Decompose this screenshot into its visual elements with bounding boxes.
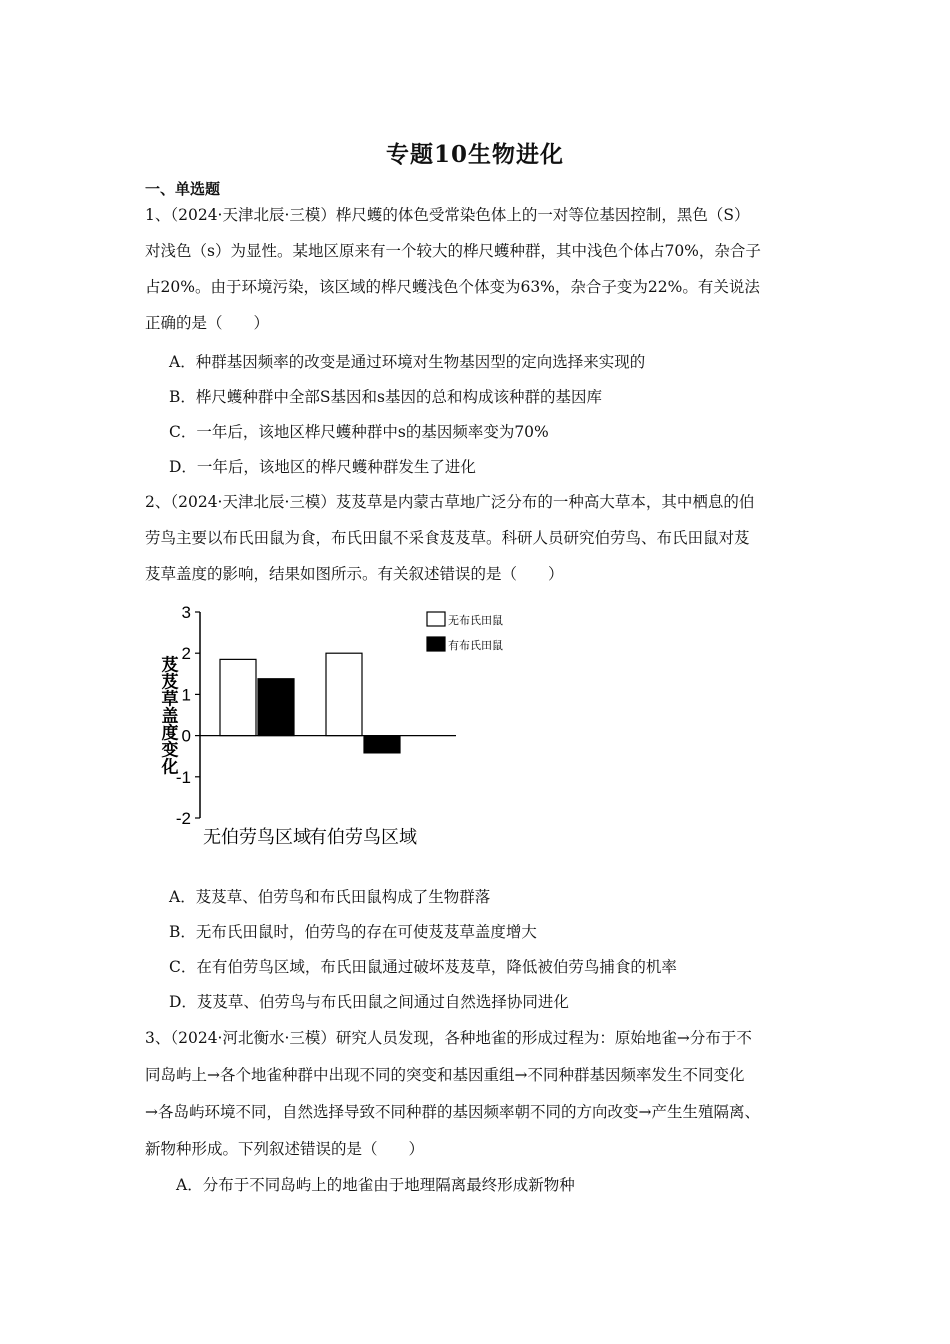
bar-without-gerbil <box>220 659 256 735</box>
bar-with-gerbil <box>364 736 400 753</box>
q2-stem-line-1: 2、（2024·天津北辰·三模）芨芨草是内蒙古草地广泛分布的一种高大草本，其中栖息的伯 <box>145 493 755 511</box>
q1-option-b: B．桦尺蠖种群中全部S基因和s基因的总和构成该种群的基因库 <box>169 388 602 406</box>
y-tick-label: 3 <box>181 603 191 622</box>
q2-stem-line-2: 劳鸟主要以布氏田鼠为食，布氏田鼠不采食芨芨草。科研人员研究伯劳鸟、布氏田鼠对芨 <box>145 529 750 547</box>
q1-stem-line-4: 正确的是（ ） <box>145 314 270 332</box>
q3-option-a: A．分布于不同岛屿上的地雀由于地理隔离最终形成新物种 <box>176 1176 575 1194</box>
legend-swatch <box>427 612 445 626</box>
section-heading: 一、单选题 <box>145 180 221 198</box>
x-category-label: 有伯劳鸟区域 <box>309 827 417 847</box>
q3-stem-line-4: 新物种形成。下列叙述错误的是（ ） <box>145 1140 425 1158</box>
y-axis-label: 芨芨草盖度变化 <box>158 655 178 775</box>
q3-stem-line-1: 3、（2024·河北衡水·三模）研究人员发现，各种地雀的形成过程为：原始地雀→分布于不 <box>145 1029 752 1047</box>
legend-label: 无布氏田鼠 <box>448 615 503 627</box>
q2-option-c: C．在有伯劳鸟区域，布氏田鼠通过破坏芨芨草，降低被伯劳鸟捕食的机率 <box>169 958 677 976</box>
x-category-label: 无伯劳鸟区域 <box>203 827 311 847</box>
bar-with-gerbil <box>258 679 294 736</box>
y-tick-label: 0 <box>181 726 191 746</box>
q3-stem-line-2: 同岛屿上→各个地雀种群中出现不同的突变和基因重组→不同种群基因频率发生不同变化 <box>145 1066 745 1084</box>
q2-option-a: A．芨芨草、伯劳鸟和布氏田鼠构成了生物群落 <box>169 888 491 906</box>
legend-swatch <box>427 637 445 651</box>
q1-option-c: C．一年后，该地区桦尺蠖种群中s的基因频率变为70% <box>169 423 549 441</box>
y-tick-label: -2 <box>175 809 191 828</box>
bar-without-gerbil <box>326 653 362 735</box>
q1-option-d: D．一年后，该地区的桦尺蠖种群发生了进化 <box>169 458 476 476</box>
legend-label: 有布氏田鼠 <box>448 640 503 652</box>
bar-chart <box>150 600 503 862</box>
y-tick-label: -1 <box>175 767 191 787</box>
y-tick-label: 2 <box>181 644 191 664</box>
q2-option-b: B．无布氏田鼠时，伯劳鸟的存在可使芨芨草盖度增大 <box>169 923 537 941</box>
q1-stem-line-2: 对浅色（s）为显性。某地区原来有一个较大的桦尺蠖种群，其中浅色个体占70%，杂合子 <box>145 242 761 260</box>
q1-stem-line-1: 1、（2024·天津北辰·三模）桦尺蠖的体色受常染色体上的一对等位基因控制，黑色（S） <box>145 206 750 224</box>
q2-stem-line-3: 芨草盖度的影响，结果如图所示。有关叙述错误的是（ ） <box>145 565 564 583</box>
y-tick-label: 1 <box>181 685 191 705</box>
q1-stem-line-3: 占20%。由于环境污染，该区域的桦尺蠖浅色个体变为63%，杂合子变为22%。有关说法 <box>145 278 760 296</box>
page-title: 专题10生物进化 <box>385 141 564 168</box>
q2-option-d: D．芨芨草、伯劳鸟与布氏田鼠之间通过自然选择协同进化 <box>169 993 569 1011</box>
q1-option-a: A．种群基因频率的改变是通过环境对生物基因型的定向选择来实现的 <box>169 353 646 371</box>
q3-stem-line-3: →各岛屿环境不同，自然选择导致不同种群的基因频率朝不同的方向改变→产生生殖隔离、 <box>145 1103 760 1121</box>
